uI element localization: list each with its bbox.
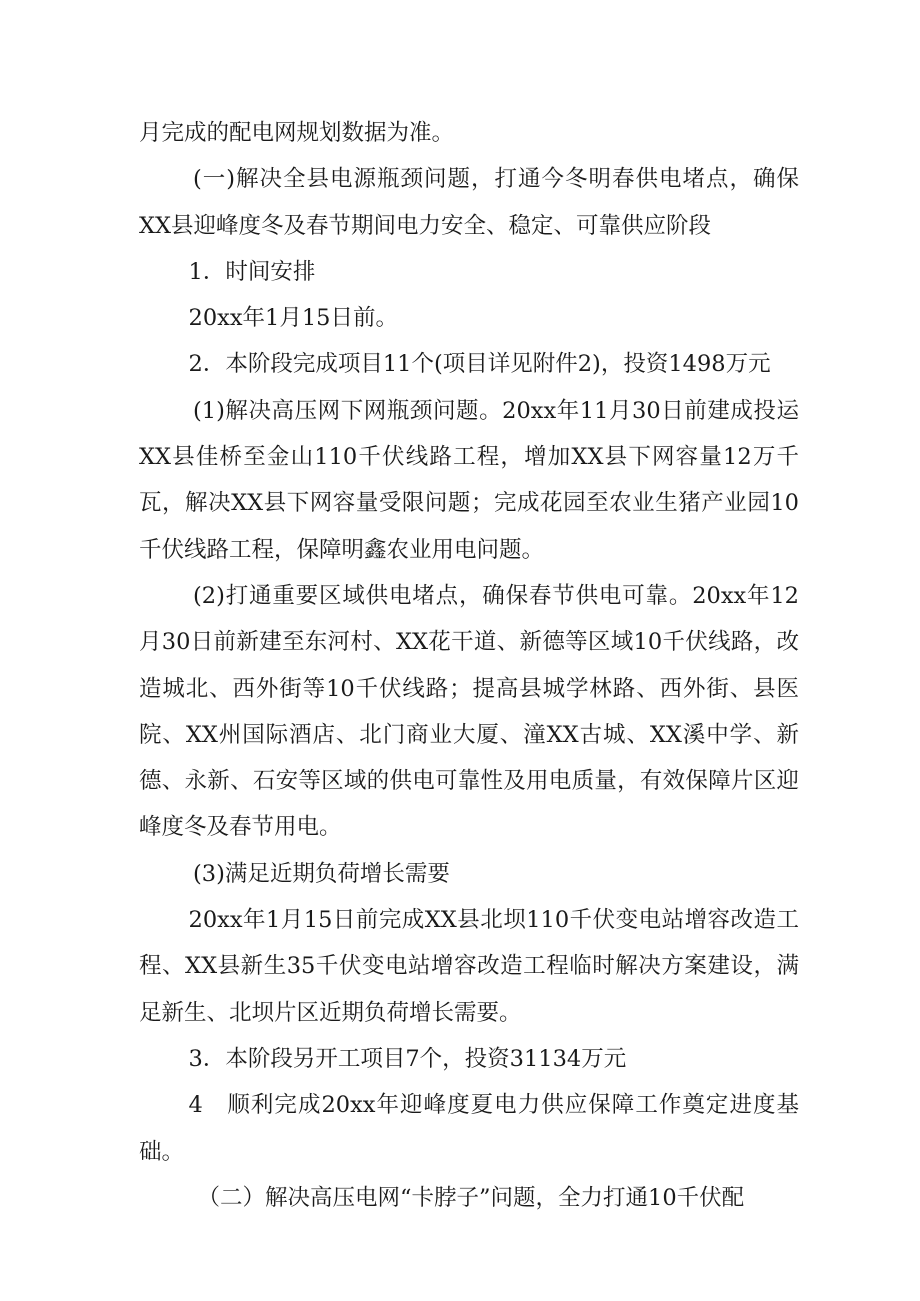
item-new-projects: 3．本阶段另开工项目7个，投资31134万元 — [188, 1045, 627, 1072]
item-time-schedule: 1．时间安排 — [188, 258, 316, 285]
subitem-1: (1)解决高压网下网瓶颈问题。20xx年11月30日前建成投运XX县佳桥至金山110千伏线路工程，增加XX县下网容量12万千瓦，解决XX县下网容量受限问题；完成花园至农业生猪产业园10千伏线路工程，保障明鑫农业用电问题。 — [139, 397, 799, 563]
subitem-2: (2)打通重要区域供电堵点，确保春节供电可靠。20xx年12月30日前新建至东河村、XX花干道、新德等区域10千伏线路，改造城北、西外街等10千伏线路；提高县城学林路、西外街、县医院、XX州国际酒店、北门商业大厦、潼XX古城、XX溪中学、新德、永新、石安等区域的供电可靠性及用电质量，有效保障片区迎峰度冬及春节用电。 — [139, 582, 799, 841]
paragraph-continuation: 月完成的配电网规划数据为准。 — [139, 120, 455, 146]
subitem-3-body: 20xx年1月15日前完成XX县北坝110千伏变电站增容改造工程、XX县新生35千伏变电站增容改造工程临时解决方案建设，满足新生、北坝片区近期负荷增长需要。 — [139, 907, 799, 1026]
section-heading-2: （二）解决高压电网“卡脖子”问题，全力打通10千伏配 — [197, 1184, 745, 1211]
subitem-3: (3)满足近期负荷增长需要 — [193, 860, 450, 887]
document-body — [139, 110, 799, 1221]
item-completed-projects: 2．本阶段完成项目11个(项目详见附件2)，投资1498万元 — [188, 351, 771, 378]
section-heading-1: (一)解决全县电源瓶颈问题，打通今冬明春供电堵点，确保XX县迎峰度冬及春节期间电力安全、稳定、可靠供应阶段 — [139, 166, 799, 239]
deadline-date: 20xx年1月15日前。 — [188, 305, 398, 332]
item-summer-supply: 4 顺利完成20xx年迎峰度夏电力供应保障工作奠定进度基础。 — [139, 1092, 799, 1165]
